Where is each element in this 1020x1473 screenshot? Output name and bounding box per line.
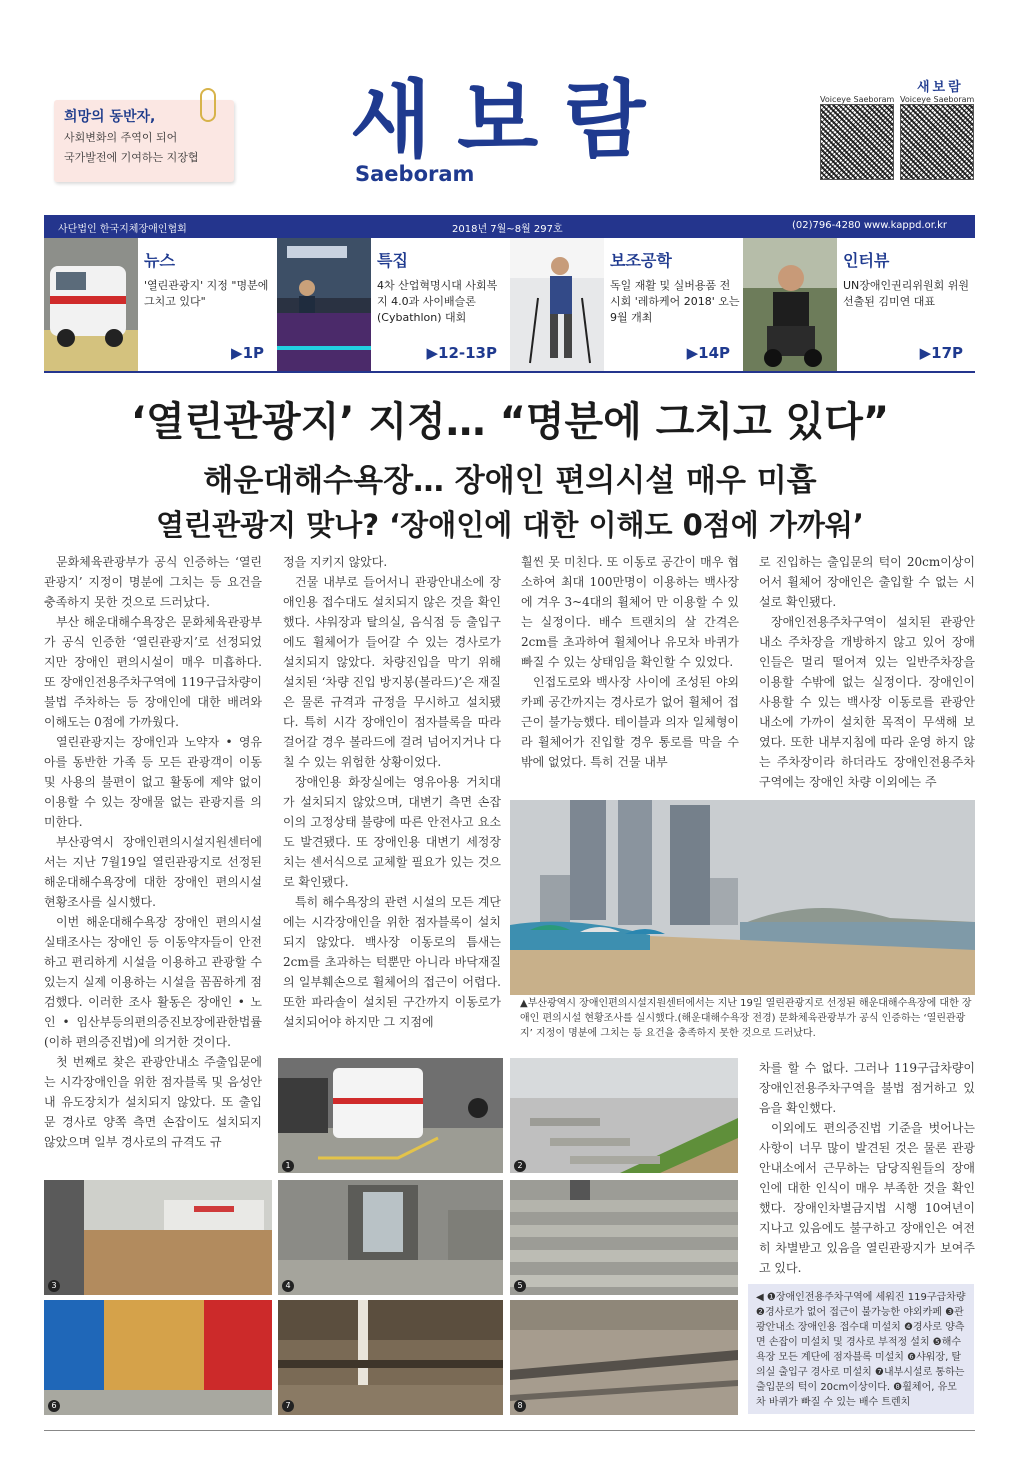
- article-column-5: [759, 1058, 975, 1278]
- ambulance-photo: [44, 238, 138, 371]
- photo-6-shower-entrance: [44, 1300, 272, 1415]
- issue-date: 2018년 7월~8월 297호: [452, 224, 563, 235]
- paragraph: 차를 할 수 없다. 그러나 119구급차량이 장애인전용주차구역을 불법 점거하고 있음을 확인했다.: [759, 1061, 975, 1115]
- photo-2-outdoor-cafe: [510, 1058, 738, 1173]
- index-summary: 독일 재활 및 실버용품 전시회 '레하케어 2018' 오는 9월 개최: [610, 279, 740, 324]
- paragraph: 정을 지키지 않았다.: [283, 555, 388, 569]
- photo-number-badge: 7: [282, 1400, 294, 1412]
- logo-title: 새보람: [350, 71, 672, 169]
- contents-index: [44, 238, 975, 373]
- paragraph: 열린관광지는 장애인과 노약자 • 영유아를 동반한 가족 등 모든 관광객이 이동 및 사용의 불편이 없고 활동에 제약 없이 이용할 수 있는 장애물 없는 관광지를 의미한다.: [44, 735, 262, 829]
- index-section: 뉴스: [144, 251, 175, 270]
- paragraph: 이번 해운대해수욕장 장애인 편의시설 실태조사는 장애인 등 이동약자들이 안전하고 편리하게 시설을 이용하고 관광할 수 있는지 실제 이용하는 시설을 꼼꼼하게 점검했다. 이러한 조사 활동은 장애인 • 노인 • 임산부등의편의증진보장에관한법률(이하 편의증진법)에 의거한 것이다.: [44, 915, 262, 1049]
- index-item-interview[interactable]: [743, 238, 975, 371]
- photo-5-stairs: [510, 1180, 738, 1295]
- paragraph: 부산 해운대해수욕장은 문화체육관광부가 공식 인증한 ‘열린관광지’로 선정되었지만 장애인 편의시설이 매우 미흡하다. 또 장애인전용주차구역에 119구급차량이 불법 주차하는 등 장애인에 대한 배려와 이해도는 0점에 가까웠다.: [44, 615, 262, 729]
- paragraph: 특히 해수욕장의 관련 시설의 모든 계단에는 시각장애인을 위한 점자블록이 설치되지 않았다. 백사장 이동로의 틈새는 2cm를 초과하는 턱뿐만 아니라 바닥재질의 일부훼손으로 휠체어의 접근이 어렵다. 또한 파라솔이 설치된 구간까지 이동로가 설치되어야 하지만 그 지점에: [283, 895, 501, 1029]
- photo-number-badge: 6: [48, 1400, 60, 1412]
- photo-number-badge: 8: [514, 1400, 526, 1412]
- index-summary: UN장애인권리위원회 위원 선출된 김미연 대표: [843, 279, 970, 308]
- paragraph: 건물 내부로 들어서니 관광안내소에 장애인용 접수대도 설치되지 않은 것을 확인했다. 샤워장과 탈의실, 음식점 등 출입구에도 휠체어가 들어갈 수 있는 경사로가 설치되지 않았다. 차량진입을 막기 위해 설치된 ‘차량 진입 방지봉(볼라드)’은 재질은 물론 규격과 규정을 무시하고 설치됐다. 특히 시각 장애인이 점자블록을 따라 걸어갈 경우 볼라드에 걸려 넘어지거나 다칠 수 있는 위험한 상황이었다.: [283, 575, 501, 769]
- issue-info-bar: [44, 215, 975, 238]
- index-section: 보조공학: [610, 251, 672, 270]
- organization-name: 사단법인 한국지체장애인협회: [58, 224, 187, 235]
- newspaper-logo: [350, 70, 680, 186]
- article-column-1: [44, 552, 262, 1152]
- main-photo-caption: ▲부산광역시 장애인편의시설지원센터에서는 지난 19일 열린관광지로 선정된 해운대해수욕장에 대한 장애인 편의시설 현황조사를 실시했다.(해운대해수욕장 전경) 문화체육관광부가 공식 인증하는 ‘열린관광지’ 지정이 명분에 그치는 등 요건을 충족하지 못한 것으로 드러났다.: [520, 998, 972, 1039]
- index-item-news[interactable]: [44, 238, 276, 371]
- photo-number-badge: 2: [514, 1160, 526, 1172]
- index-item-assistive-tech[interactable]: [510, 238, 742, 371]
- index-page: ▶14P: [686, 344, 730, 362]
- paragraph: 인접도로와 백사장 사이에 조성된 야외카페 공간까지는 경사로가 없어 휠체어 접근이 불가능했다. 테이블과 의자 일체형이라 휠체어가 진입할 경우 통로를 막을 수밖에 없었다. 특히 건물 내부: [521, 675, 739, 769]
- interviewee-photo: [743, 238, 837, 371]
- paragraph: 이외에도 편의증진법 기준을 벗어나는 사항이 너무 많이 발견된 것은 물론 관광안내소에서 근무하는 담당직원들의 장애인에 대한 인식이 매우 부족한 것을 확인했다. 장애인차별금지법 시행 10여년이 지나고 있음에도 불구하고 장애인은 여전히 차별받고 있음을 열린관광지가 보여주고 있다.: [759, 1121, 975, 1275]
- photo-caption-box: ◀ ❶장애인전용주차구역에 세워진 119구급차량 ❷경사로가 없어 접근이 불가능한 야외카페 ❸관광안내소 장애인용 접수대 미설치 ❹경사로 양측면 손잡이 미설치 및 경사로 부적정 설치 ❺해수욕장 모든 계단에 점자블록 미설치 ❻샤워장, 탈의실 출입구 경사로 미설치 ❼내부시설로 통하는 출입문의 턱이 20cm이상이다. ❽휠체어, 유모차 바퀴가 빠질 수 있는 배수 트렌치: [748, 1284, 974, 1414]
- photo-number-badge: 1: [282, 1160, 294, 1172]
- sub-headline: 해운대해수욕장… 장애인 편의시설 매우 미흡: [203, 463, 817, 499]
- index-item-special[interactable]: [277, 238, 509, 371]
- slogan-line1: 희망의 동반자,: [64, 109, 156, 125]
- article-column-4: [759, 552, 975, 792]
- photo-1-ambulance-parking: [278, 1058, 503, 1173]
- photo-8-drain-trench: [510, 1300, 738, 1415]
- paragraph: 문화체육관광부가 공식 인증하는 ‘열린관광지’ 지정이 명분에 그치는 등 요건을 충족하지 못한 것으로 드러났다.: [44, 555, 262, 609]
- index-summary: '열린관광지' 지정 "명분에 그치고 있다": [144, 279, 269, 308]
- cybathlon-photo: [277, 238, 371, 371]
- paragraph: 훨씬 못 미친다. 또 이동로 공간이 매우 협소하여 최대 100만명이 이용하는 백사장에 겨우 3~4대의 휠체어 만 이용할 수 있는 실정이다. 배수 트랜치의 살 간격은 2cm를 초과하여 휠체어나 유모차 바퀴가 빠질 수 있는 상태임을 확인할 수 있었다.: [521, 555, 739, 669]
- slogan-line2: 사회변화의 주역이 되어: [64, 131, 178, 144]
- bottom-rule: [44, 1430, 975, 1431]
- article-column-2: [283, 552, 501, 1032]
- index-page: ▶12-13P: [426, 344, 497, 362]
- qr-title: 새보람: [917, 80, 964, 95]
- contact-info: (02)796-4280 www.kappd.or.kr: [792, 220, 948, 231]
- photo-number-badge: 3: [48, 1280, 60, 1292]
- exoskeleton-photo: [510, 238, 604, 371]
- paragraph: 장애인용 화장실에는 영유아용 거치대가 설치되지 않았으며, 대변기 측면 손잡이의 고정상태 불량에 따른 안전사고 요소도 발견됐다. 또 장애인용 대변기 세정장치는 센서식으로 교체할 필요가 있는 것으로 확인됐다.: [283, 775, 501, 889]
- article-column-3: [521, 552, 739, 772]
- paragraph: 장애인전용주차구역이 설치된 관광안내소 주차장을 개방하지 않고 있어 장애인들은 멀리 떨어져 있는 일반주차장을 이용할 수밖에 없는 실정이다. 장애인이 사용할 수 있는 백사장 이동로를 관광안내소에 가까이 설치한 목적이 무색해 보였다. 또한 내부지침에 따라 운영 하지 않는 주차장이라 하더라도 장애인전용주차구역에는 장애인 차량 이외에는 주: [759, 615, 975, 789]
- haeundae-beach-photo: [510, 800, 975, 995]
- index-section: 인터뷰: [843, 251, 890, 270]
- photo-4-entrance-ramp: [278, 1180, 503, 1295]
- photo-3-reception-desk: [44, 1180, 272, 1295]
- index-section: 특집: [377, 251, 408, 270]
- qr-label-2: Voiceye Saeboram: [900, 95, 975, 104]
- second-sub-headline: 열린관광지 맞나? ‘장애인에 대한 이해도 0점에 가까워’: [156, 508, 864, 542]
- photo-number-badge: 4: [282, 1280, 294, 1292]
- main-headline: ‘열린관광지’ 지정… “명분에 그치고 있다”: [130, 399, 890, 445]
- logo-subtitle: Saeboram: [355, 162, 475, 186]
- paragraph: 부산광역시 장애인편의시설지원센터에서는 지난 7월19일 열린관광지로 선정된 해운대해수욕장에 대한 장애인 편의시설 현황조사를 실시했다.: [44, 835, 262, 909]
- paperclip-icon: [200, 88, 216, 122]
- index-page: ▶1P: [231, 344, 264, 362]
- index-summary: 4차 산업혁명시대 사회복지 4.0과 사이배슬론(Cybathlon) 대회: [377, 279, 498, 324]
- photo-7-door-threshold: [278, 1300, 503, 1415]
- qr-label-1: Voiceye Saeboram: [820, 95, 895, 104]
- paragraph: 로 진입하는 출입문의 턱이 20cm이상이어서 휠체어 장애인은 출입할 수 없는 시설로 확인됐다.: [759, 555, 975, 609]
- photo-number-badge: 5: [514, 1280, 526, 1292]
- paragraph: 첫 번째로 찾은 관광안내소 주출입문에는 시각장애인을 위한 점자블록 및 음성안내 유도장치가 설치되지 않았다. 또 출입문 경사로 양쪽 측면 손잡이도 설치되지 않았으며 일부 경사로의 규격도 규: [44, 1055, 262, 1149]
- slogan-line3: 국가발전에 기여하는 지장협: [64, 151, 199, 164]
- voiceye-code-1: [820, 104, 894, 180]
- voiceye-code-2: [900, 104, 974, 180]
- index-page: ▶17P: [919, 344, 963, 362]
